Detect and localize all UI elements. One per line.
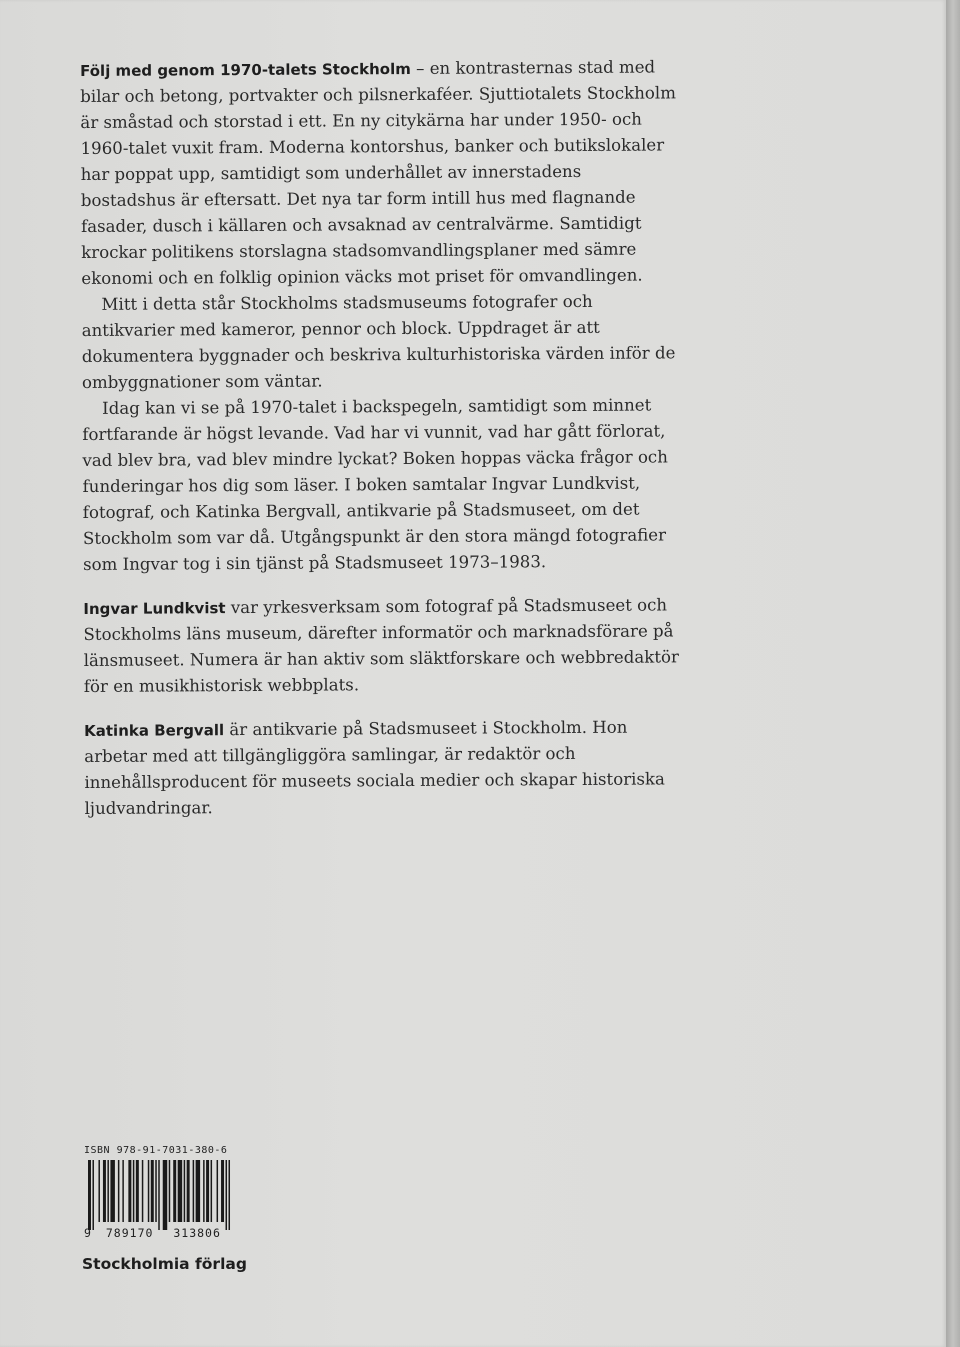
barcode-right-group: 313806 — [173, 1226, 221, 1240]
barcode-bar — [221, 1160, 224, 1222]
barcode-bar — [155, 1160, 156, 1222]
barcode-bar — [187, 1160, 190, 1222]
blurb-paragraph-3: Idag kan vi se på 1970-talet i backspegeln, samtidigt som minnet fortfarande är högst levande. Vad har vi vunnit, vad har gått förlorat, vad blev bra, vad blev mindre lyckat? Boken hoppas väcka frågor och funderingar hos dig som läser. I boken samtalar Ingvar Lundkvist, fotograf, och Katinka Bergvall, antikvarie på Stadsmuseet, om det Stockholm som var då. Utgångspunkt är den stora mängd fotografier som Ingvar tog i sin tjänst på Stadsmuseet 1973–1983. — [82, 395, 668, 574]
barcode-bar — [163, 1160, 167, 1230]
barcode-bar — [122, 1160, 123, 1222]
barcode-bar — [148, 1160, 149, 1222]
barcode-bar — [229, 1160, 230, 1230]
barcode-bar — [110, 1160, 114, 1222]
barcode-bar — [92, 1160, 93, 1230]
blurb-paragraph-2: Mitt i detta står Stockholms stadsmuseums fotografer och antikvarier med kameror, pennor och block. Uppdraget är att dokumentera byggnader och beskriva kulturhistoriska värden inför de ombyggnationer som väntar. — [81, 291, 676, 392]
barcode-bar — [211, 1160, 212, 1222]
barcode-bar — [151, 1160, 154, 1222]
blurb-paragraph-1-body: – en kontrasternas stad med bilar och betong, portvakter och pilsnerkaféer. Sjuttiotalets Stockholm är småstad och storstad i ett. En ny citykärna har under 1950- och 1960-talet vuxit fram. Moderna kontorshus, banker och butikslokaler har poppat upp, samtidigt som underhållet av innerstadens bostadshus är eftersatt. Det nya tar form intill hus med flagnande fasader, dusch i källaren och avsaknad av centralvärme. Samtidigt krockar politikens storslagna stadsomvandlingsplaner med sämre ekonomi och en folklig opinion väcks mot priset för omvandlingen. — [80, 57, 676, 288]
author-bio-1 — [83, 592, 684, 700]
barcode-bar — [98, 1160, 99, 1222]
barcode-bar — [217, 1160, 218, 1222]
barcode-digits — [84, 1226, 221, 1240]
barcode-bar — [107, 1160, 108, 1222]
barcode-bar — [169, 1160, 170, 1222]
author-bio-2 — [84, 714, 685, 822]
author-name-2: Katinka Bergvall — [84, 721, 225, 740]
barcode-bar — [128, 1160, 131, 1222]
barcode-bar — [118, 1160, 119, 1222]
blurb-lead: Följ med genom 1970-talets Stockholm — [80, 59, 411, 80]
blurb-paragraph-1 — [80, 54, 681, 292]
barcode-bar — [133, 1160, 134, 1222]
author-bio-text-2: är antikvarie på Stadsmuseet i Stockholm. Hon arbetar med att tillgängliggöra samlingar, är redaktör och innehållsproducent för museets sociala medier och skapar historiska ljudvandringar. — [84, 717, 665, 818]
cover-edge — [946, 0, 960, 1347]
barcode-bar — [206, 1160, 209, 1222]
author-name-1: Ingvar Lundkvist — [83, 599, 226, 618]
barcode-left-group: 789170 — [105, 1226, 154, 1240]
barcode — [88, 1160, 233, 1230]
barcode-bar — [158, 1160, 159, 1230]
isbn-label: ISBN 978-91-7031-380-6 — [84, 1145, 228, 1156]
blurb-text — [80, 54, 685, 822]
barcode-bar — [196, 1160, 200, 1222]
barcode-bar — [136, 1160, 139, 1222]
barcode-bar — [193, 1160, 194, 1222]
author-bio-text-1: var yrkesverksam som fotograf på Stadsmuseet och Stockholms läns museum, därefter informatör och marknadsförare på länsmuseet. Numera är han aktiv som släktforskare och webbredaktör för en musikhistorisk webbplats. — [83, 595, 679, 696]
barcode-first-digit: 9 — [84, 1226, 92, 1240]
barcode-bar — [178, 1160, 182, 1222]
barcode-bar — [226, 1160, 227, 1230]
barcode-bar — [184, 1160, 185, 1222]
barcode-bar — [88, 1160, 91, 1230]
barcode-bar — [103, 1160, 106, 1222]
barcode-bar — [203, 1160, 204, 1222]
barcode-bar — [173, 1160, 176, 1222]
barcode-bar — [142, 1160, 143, 1222]
publisher-name: Stockholmia förlag — [82, 1255, 247, 1273]
